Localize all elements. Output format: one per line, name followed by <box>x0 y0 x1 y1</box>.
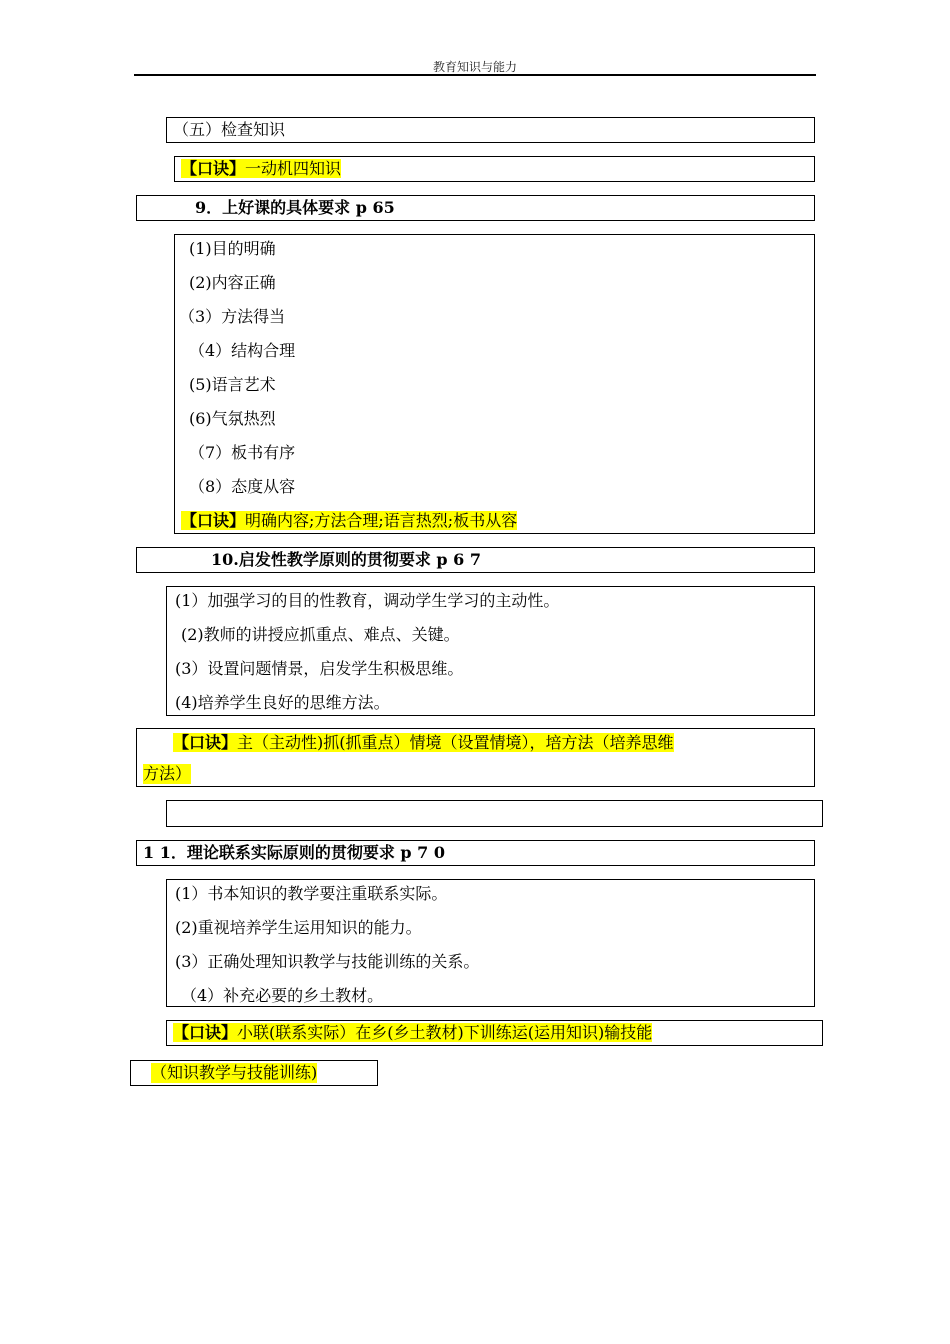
item9-mnemonic <box>181 511 517 531</box>
item11-title-box <box>136 840 815 866</box>
item9-title-box <box>136 195 815 221</box>
empty-box <box>166 800 823 827</box>
item10-list-box <box>166 586 815 716</box>
item11-mnemonic <box>173 1023 652 1043</box>
item11-mnemonic-box <box>166 1020 823 1046</box>
item10-line: (4)培养学生良好的思维方法。 <box>175 693 390 712</box>
item9-line: (6)气氛热烈 <box>189 409 276 428</box>
header-rule <box>134 74 816 76</box>
item11-line: (3）正确处理知识教学与技能训练的关系。 <box>175 952 480 971</box>
mnemonic1-text: 一动机四知识 <box>245 159 342 178</box>
item11-mnemonic-bracket: 【口诀】 <box>173 1023 238 1042</box>
item9-line: (1)目的明确 <box>189 239 276 258</box>
item10-line: (3）设置问题情景，启发学生积极思维。 <box>175 659 464 678</box>
item11-mnemonic-cont: （知识教学与技能训练) <box>151 1063 318 1082</box>
page-header: 教育知识与能力 <box>432 60 517 74</box>
item11-line: (1）书本知识的教学要注重联系实际。 <box>175 884 448 903</box>
item11-mnemonic-cont-box <box>130 1060 378 1086</box>
item9-line: （4）结构合理 <box>189 341 296 360</box>
item10-title: 10.启发性教学原则的贯彻要求 p 6 7 <box>211 550 482 569</box>
item11-mnemonic-text: 小联(联系实际）在乡(乡土教材)下训练运(运用知识)输技能 <box>237 1023 653 1042</box>
section5-box <box>166 117 815 143</box>
mnemonic1-box <box>174 156 815 182</box>
item9-line: (2)内容正确 <box>189 273 276 292</box>
item10-mnemonic-bracket: 【口诀】 <box>173 733 238 752</box>
item9-line: （8）态度从容 <box>189 477 296 496</box>
item9-title: 9．上好课的具体要求 p 65 <box>195 198 395 217</box>
item11-line: (2)重视培养学生运用知识的能力。 <box>175 918 422 937</box>
item11-list-box <box>166 879 815 1007</box>
item11-title: 1 1．理论联系实际原则的贯彻要求 p 7 0 <box>143 843 446 862</box>
item9-list-box <box>174 234 815 534</box>
section5-label: （五）检查知识 <box>173 120 286 139</box>
item10-mnemonic-line2: 方法） <box>143 764 192 783</box>
item10-line: (2)教师的讲授应抓重点、难点、关键。 <box>181 625 460 644</box>
item9-mnemonic-text: 明确内容;方法合理;语言热烈;板书从容 <box>245 511 518 530</box>
item10-line: (1）加强学习的目的性教育，调动学生学习的主动性。 <box>175 591 560 610</box>
item9-line: (5)语言艺术 <box>189 375 276 394</box>
item10-mnemonic-line1 <box>173 733 674 753</box>
item9-mnemonic-bracket: 【口诀】 <box>181 511 246 530</box>
item10-mnemonic-box <box>136 728 815 787</box>
mnemonic1-line <box>181 159 341 179</box>
item9-line: （3）方法得当 <box>179 307 286 326</box>
item10-title-box <box>136 547 815 573</box>
item9-line: （7）板书有序 <box>189 443 296 462</box>
mnemonic1-bracket: 【口诀】 <box>181 159 246 178</box>
item10-mnemonic-text1: 主（主动性)抓(抓重点）情境（设置情境），培方法（培养思维 <box>237 733 674 752</box>
item11-line: （4）补充必要的乡土教材。 <box>181 986 384 1005</box>
